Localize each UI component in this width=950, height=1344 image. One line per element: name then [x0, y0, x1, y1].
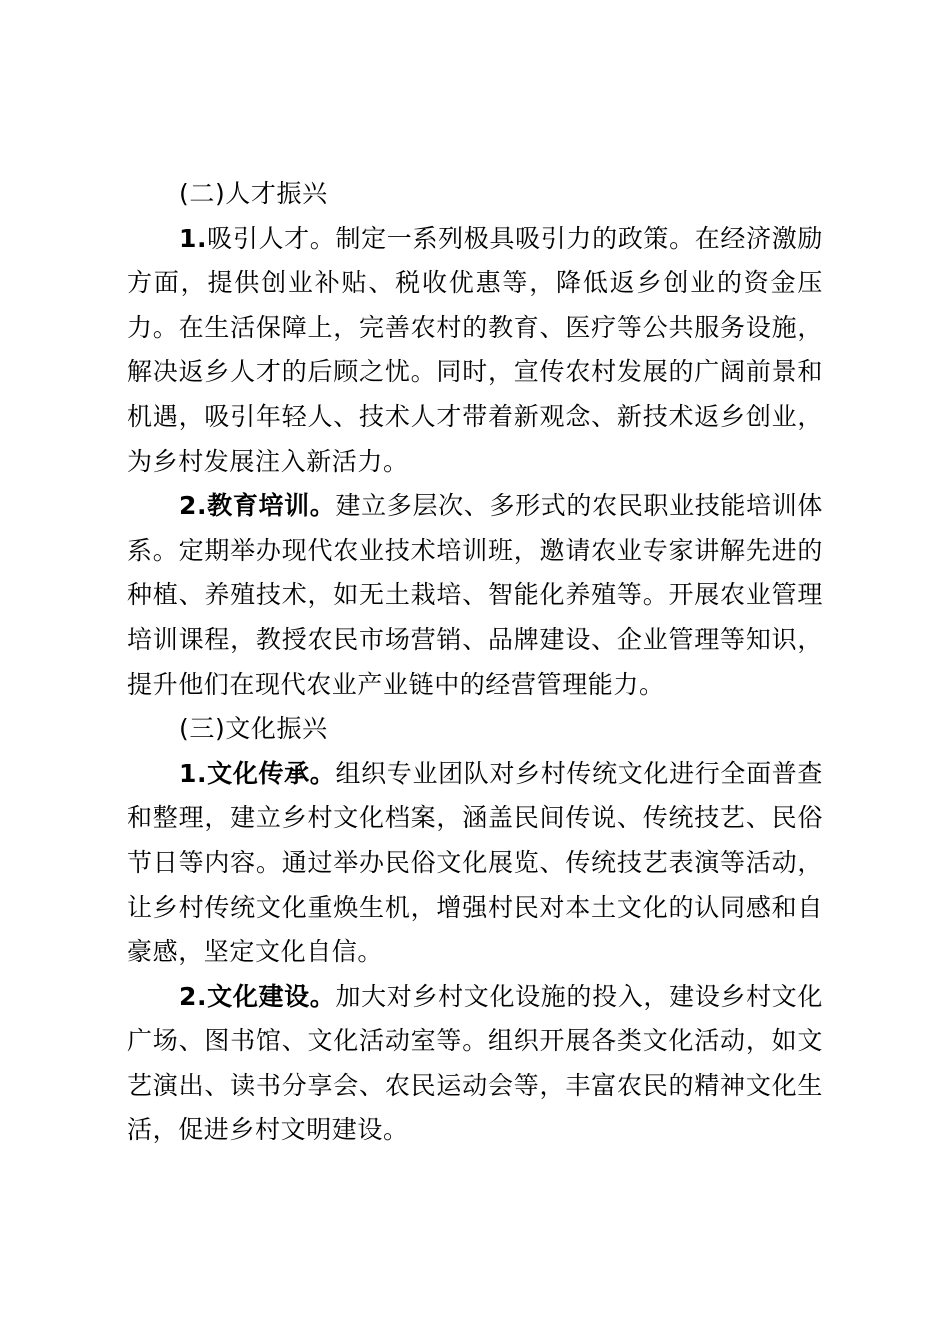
paragraph-line: 为乡村发展注入新活力。 — [127, 446, 409, 476]
paragraph-line: 节日等内容。通过举办民俗文化展览、传统技艺表演等活动， — [127, 847, 823, 877]
paragraph-line: 方面，提供创业补贴、税收优惠等，降低返乡创业的资金压 — [127, 268, 823, 298]
paragraph-line: 机遇，吸引年轻人、技术人才带着新观念、新技术返乡创业， — [127, 401, 823, 431]
paragraph-line: 活，促进乡村文明建设。 — [127, 1115, 409, 1145]
document-page — [127, 172, 823, 1153]
paragraph-cultural-heritage — [127, 752, 823, 975]
paragraph-line: 豪感，坚定文化自信。 — [127, 937, 384, 967]
paragraph-cultural-construction — [127, 975, 823, 1153]
paragraph-line: 2.文化建设。加大对乡村文化设施的投入，建设乡村文化 — [179, 981, 823, 1011]
item-lead: 2.文化建设。 — [179, 981, 336, 1011]
section-heading-talent: (二)人才振兴 — [179, 179, 328, 208]
paragraph-line: 1.吸引人才。制定一系列极具吸引力的政策。在经济激励 — [179, 223, 823, 253]
section-heading-culture: (三)文化振兴 — [179, 714, 328, 744]
paragraph-line: 让乡村传统文化重焕生机，增强村民对本土文化的认同感和自 — [127, 892, 823, 922]
paragraph-line: 系。定期举办现代农业技术培训班，邀请农业专家讲解先进的 — [127, 535, 823, 565]
item-lead: 2.教育培训。 — [179, 491, 336, 521]
paragraph-line: 种植、养殖技术，如无土栽培、智能化养殖等。开展农业管理 — [127, 580, 823, 610]
paragraph-line: 提升他们在现代农业产业链中的经营管理能力。 — [127, 669, 665, 699]
paragraph-line: 培训课程，教授农民市场营销、品牌建设、企业管理等知识， — [127, 624, 823, 654]
paragraph-line: 艺演出、读书分享会、农民运动会等，丰富农民的精神文化生 — [127, 1070, 823, 1100]
paragraph-attract-talent — [127, 217, 823, 485]
paragraph-line: 1.文化传承。组织专业团队对乡村传统文化进行全面普查 — [179, 758, 823, 788]
item-lead: 1.文化传承。 — [179, 758, 336, 788]
item-number: 1. — [179, 223, 208, 253]
paragraph-line: 和整理，建立乡村文化档案，涵盖民间传说、传统技艺、民俗 — [127, 803, 823, 833]
paragraph-education-training — [127, 484, 823, 707]
paragraph-line: 广场、图书馆、文化活动室等。组织开展各类文化活动，如文 — [127, 1026, 823, 1056]
paragraph-line: 力。在生活保障上，完善农村的教育、医疗等公共服务设施， — [127, 312, 823, 342]
paragraph-line: 2.教育培训。建立多层次、多形式的农民职业技能培训体 — [179, 491, 823, 521]
paragraph-line: 解决返乡人才的后顾之忧。同时，宣传农村发展的广阔前景和 — [127, 357, 823, 387]
